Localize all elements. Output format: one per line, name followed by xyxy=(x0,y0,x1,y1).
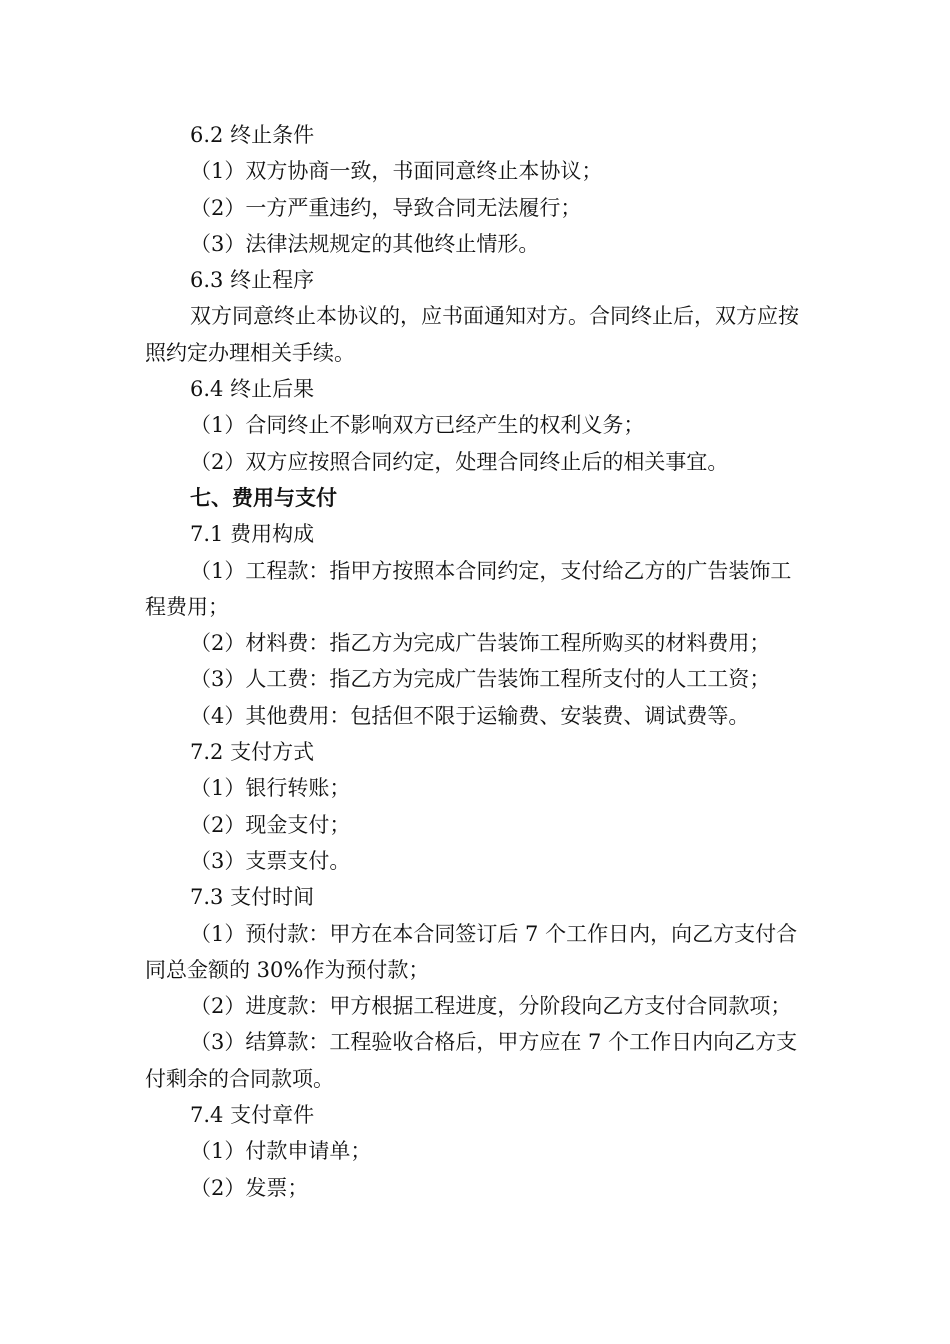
document-body xyxy=(145,117,810,1206)
list-item: （1）银行转账； xyxy=(190,776,351,801)
list-item: （3）人工费：指乙方为完成广告装饰工程所支付的人工工资； xyxy=(190,667,771,692)
list-item: （2）材料费：指乙方为完成广告装饰工程所购买的材料费用； xyxy=(190,631,771,656)
list-item: （2）一方严重违约，导致合同无法履行； xyxy=(190,195,582,220)
paragraph: 双方同意终止本协议的，应书面通知对方。合同终止后，双方应按照约定办理相关手续。 xyxy=(145,304,799,365)
list-item: （1）付款申请单； xyxy=(190,1139,372,1164)
section-title-6-3: 6.3 终止程序 xyxy=(190,268,315,293)
list-item: （1）合同终止不影响双方已经产生的权利义务； xyxy=(190,413,645,438)
list-item: （2）双方应按照合同约定，处理合同终止后的相关事宜。 xyxy=(190,449,729,474)
list-item: （1）双方协商一致，书面同意终止本协议； xyxy=(190,159,603,184)
list-item: （1）工程款：指甲方按照本合同约定，支付给乙方的广告装饰工程费用； xyxy=(145,558,792,619)
list-item: （3）结算款：工程验收合格后，甲方应在 7 个工作日内向乙方支付剩余的合同款项。 xyxy=(145,1030,798,1091)
list-item: （3）法律法规规定的其他终止情形。 xyxy=(190,231,540,256)
list-item: （4）其他费用：包括但不限于运输费、安装费、调试费等。 xyxy=(190,703,750,728)
section-title-6-4: 6.4 终止后果 xyxy=(190,377,315,402)
section-title-7-1: 7.1 费用构成 xyxy=(190,522,315,547)
list-item: （1）预付款：甲方在本合同签订后 7 个工作日内，向乙方支付合同总金额的 30%作为预付款； xyxy=(145,921,798,982)
section-title-7-2: 7.2 支付方式 xyxy=(190,740,315,765)
section-title-6-2: 6.2 终止条件 xyxy=(190,123,315,147)
list-item: （2）现金支付； xyxy=(190,812,351,837)
section-title-7-3: 7.3 支付时间 xyxy=(190,885,315,910)
chapter-heading-7: 七、费用与支付 xyxy=(190,484,337,510)
list-item: （2）进度款：甲方根据工程进度，分阶段向乙方支付合同款项； xyxy=(190,994,792,1019)
list-item: （3）支票支付。 xyxy=(190,848,351,873)
section-title-7-4: 7.4 支付章件 xyxy=(190,1103,315,1128)
list-item: （2）发票； xyxy=(190,1175,309,1200)
